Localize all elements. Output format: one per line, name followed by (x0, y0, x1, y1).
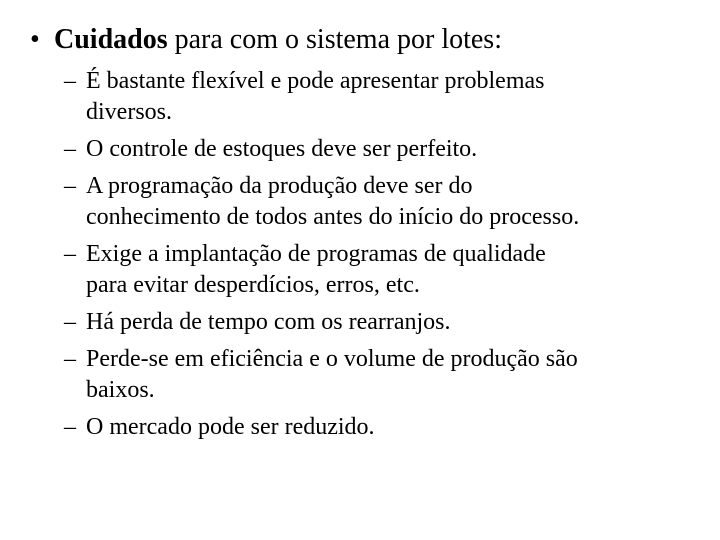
main-bullet (30, 22, 502, 58)
list-item-text: Exige a implantação de programas de qualidade (86, 241, 546, 267)
list-item-text: A programação da produção deve ser do (86, 173, 473, 199)
dash-icon: – (64, 346, 76, 372)
list-item-text: É bastante flexível e pode apresentar problemas (86, 68, 545, 94)
dash-icon: – (64, 136, 76, 162)
dash-icon: – (64, 68, 76, 94)
list-item (64, 134, 704, 165)
heading-rest-text: para com o sistema por lotes: (167, 24, 502, 55)
sub-bullet-list (64, 66, 704, 449)
list-item (64, 412, 704, 443)
list-item-text: baixos. (86, 377, 155, 403)
list-item (64, 66, 704, 128)
list-item-text: Perde-se em eficiência e o volume de produção são (86, 346, 578, 372)
bullet-icon: • (30, 24, 40, 55)
dash-icon: – (64, 414, 76, 440)
list-item-text: conhecimento de todos antes do início do processo. (86, 204, 580, 230)
list-item (64, 239, 704, 301)
list-item (64, 344, 704, 406)
list-item-text: para evitar desperdícios, erros, etc. (86, 272, 420, 298)
dash-icon: – (64, 309, 76, 335)
list-item (64, 307, 704, 338)
heading-bold-text: Cuidados (54, 24, 168, 55)
dash-icon: – (64, 241, 76, 267)
list-item-text: O mercado pode ser reduzido. (86, 414, 375, 440)
list-item-text: O controle de estoques deve ser perfeito. (86, 136, 478, 162)
list-item-text: diversos. (86, 99, 172, 125)
dash-icon: – (64, 173, 76, 199)
list-item (64, 171, 704, 233)
list-item-text: Há perda de tempo com os rearranjos. (86, 309, 451, 335)
